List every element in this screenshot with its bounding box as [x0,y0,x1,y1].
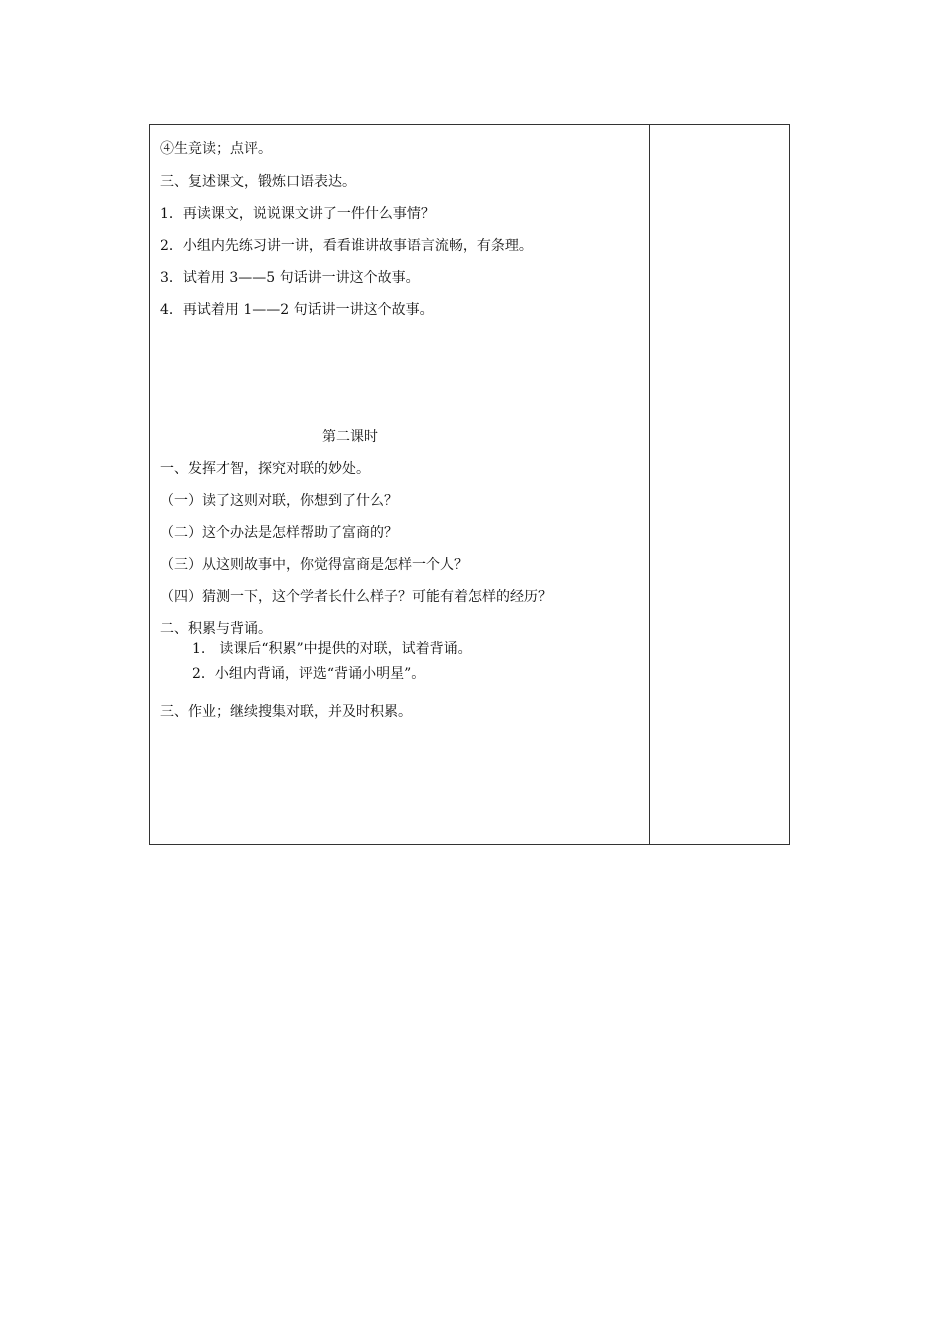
text-line: 1．再读课文，说说课文讲了一件什么事情？ [160,206,435,222]
text-line: （二）这个办法是怎样帮助了富商的？ [160,525,398,541]
recite-item: 1. 读课后“积累”中提供的对联，试着背诵。 [192,641,472,657]
text-line: ④生竞读；点评。 [160,141,272,157]
text-line: （三）从这则故事中，你觉得富商是怎样一个人？ [160,557,468,573]
text-line: 3．试着用 3——5 句话讲一讲这个故事。 [160,270,420,286]
text-line: 二、积累与背诵。 [160,621,272,637]
text-line: 一、发挥才智，探究对联的妙处。 [160,461,370,477]
lesson-table [149,124,790,845]
text-line: 三、复述课文，锻炼口语表达。 [160,174,356,190]
homework-line: 三、作业；继续搜集对联，并及时积累。 [160,704,412,720]
second-period-title: 第二课时 [322,429,378,445]
text-line: 4．再试着用 1——2 句话讲一讲这个故事。 [160,302,434,318]
text-line: 2．小组内先练习讲一讲，看看谁讲故事语言流畅，有条理。 [160,238,533,254]
recite-item: 2．小组内背诵，评选“背诵小明星”。 [192,666,426,682]
text-line: （四）猜测一下，这个学者长什么样子？可能有着怎样的经历？ [160,589,552,605]
column-divider [649,125,650,844]
text-line: （一）读了这则对联，你想到了什么？ [160,493,398,509]
